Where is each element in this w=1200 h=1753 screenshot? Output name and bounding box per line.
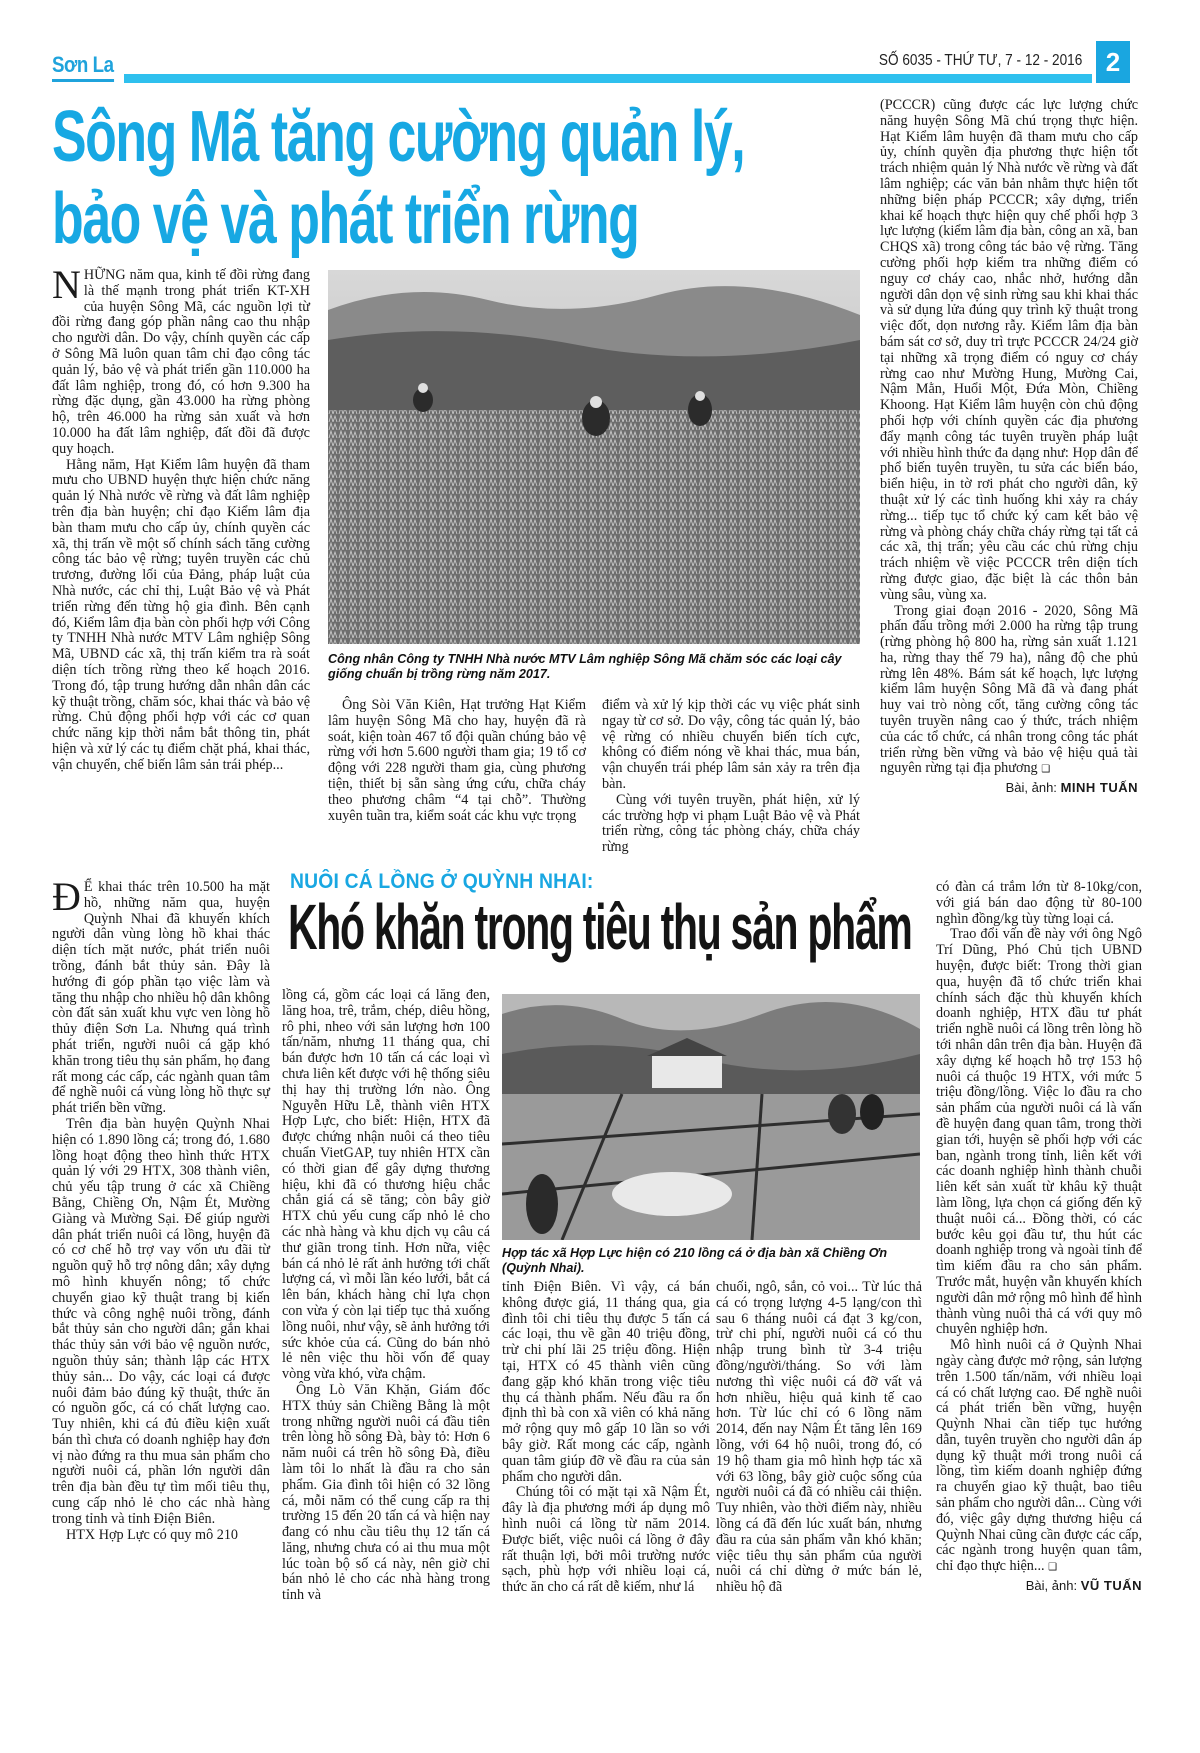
article2-paragraph: HTX Hợp Lực có quy mô 210 (66, 1526, 239, 1543)
dropcap: N (52, 262, 81, 307)
article2-column-5 (936, 880, 1142, 1594)
article1-title-line2: bảo vệ và phát triển rừng (52, 179, 639, 259)
article2-paragraph: Trên địa bàn huyện Quỳnh Nhai hiện có 1.890 lồng cá; trong đó, 1.680 lồng hoạt động theo hình thức HTX quản lý với 29 HTX, 308 thành viên, chủ yếu tập trung ở các xã Chiềng Bằng, Chiềng Ơn, Nậm Ét, Mường Giàng và Mường Sại. Để giúp người dân phát triển nuôi cá lồng, huyện đã có cơ chế hỗ trợ vay vốn ưu đãi từ nguồn quỹ hỗ trợ nông dân; xây dựng mô hình khuyến nông; tổ chức chuyển giao kỹ thuật trang bị kiến thức và công nghệ nuôi trồng, đánh bắt thủy sản cho người dân; gắn khai thác thủy sản với bảo vệ nguồn nước, nguồn thủy sản; thành lập các HTX thủy sản... Do vậy, các loại cá được nuôi đảm bảo đúng kỹ thuật, thức ăn có nguồn gốc, cá có chất lượng cao. Tuy nhiên, khi cá đủ điều kiện xuất bán thì chưa có doanh nghiệp hay đơn vị nào đứng ra thu mua sản phẩm cho người nuôi cá, phần lớn người dân trên địa bàn đều tự tìm mối tiêu thụ, cung cấp nhỏ lẻ cho các nhà hàng trong tỉnh và tỉnh Điện Biên. (52, 1115, 270, 1527)
article2-author: VŨ TUẤN (1080, 1578, 1142, 1594)
article1-column-4 (880, 98, 1138, 796)
article2-column-1 (52, 874, 270, 1543)
article1-photo (328, 270, 860, 644)
article1-title-line1: Sông Mã tăng cường quản lý, (52, 97, 745, 177)
article1-author: MINH TUẤN (1060, 780, 1138, 796)
article1-column-2 (328, 698, 586, 824)
article1-lead-paragraph: NHỮNG năm qua, kinh tế đồi rừng đang là thế mạnh trong phát triển KT-XH của huyện Sông Mã, các nguồn lợi từ đồi rừng đang góp phần nâng cao thu nhập cho người dân. Do vậy, chính quyền các cấp ở Sông Mã luôn quan tâm chỉ đạo công tác quản lý, bảo vệ và phát triển gần 110.000 ha đất lâm nghiệp, trong đó, có hơn 9.300 ha rừng đặc dụng, gần 43.000 ha rừng phòng hộ, trên 46.000 ha rừng sản xuất và hơn 10.000 ha đất lâm nghiệp, đất đồi đã được quy hoạch. (52, 262, 310, 457)
article1-paragraph: điểm và xử lý kịp thời các vụ việc phát sinh ngay từ cơ sở. Do vậy, công tác quản lý, bảo vệ rừng có nhiều chuyển biến tích cực, không có điểm nóng về khai thác, mua bán, vận chuyển trái phép lâm sản xảy ra trên địa bàn. (602, 697, 860, 792)
article2-column-2 (282, 988, 490, 1604)
article2-paragraph: tỉnh Điện Biên. Vì vậy, cá bán không được giá, 11 tháng qua, gia đình tôi chi tiêu thụ được 5 tấn cá các loại, thu về gần 40 triệu đồng, trừ chi phí lãi 25 triệu đồng. Hiện tại, HTX có 45 thành viên cũng đang gặp khó khăn trong việc tiêu thụ cá thành phẩm. Nếu đầu ra ổn định thì bà con xã viên có khả năng mở rộng quy mô gấp 10 lần so với bây giờ. Rất mong các cấp, ngành quan tâm giúp đỡ về đầu ra của sản phẩm cho người dân. (502, 1279, 710, 1485)
article1-paragraph: Hằng năm, Hạt Kiểm lâm huyện đã tham mưu cho UBND huyện thực hiện chức năng quản lý Nhà nước về rừng và đất lâm nghiệp trên địa bàn huyện; chỉ đạo Kiểm lâm địa bàn tham mưu cho cấp ủy, chính quyền các xã, thị trấn về một số chính sách tăng cường công tác bảo vệ rừng; tuyên truyền các chủ trương, đường lối của Đảng, pháp luật của Nhà nước, các chỉ thị, Luật Bảo vệ và Phát triển rừng đến từng hộ gia đình. Bên cạnh đó, Kiểm lâm địa bàn còn phối hợp với Công ty TNHH Nhà nước MTV Lâm nghiệp Sông Mã, UBND các xã, thị trấn kiểm tra rà soát diện tích trồng rừng theo kế hoạch 2016. Trong đó, tập trung hướng dẫn nhân dân các kỹ thuật trồng, chăm sóc, khai thác và bảo vệ rừng. Chủ động phối hợp với các cơ quan chức năng kịp thời nắm bắt thông tin, phát hiện và xử lý các tụ điểm chặt phá, khai thác, vận chuyển, chế biến lâm sản trái phép... (52, 456, 310, 773)
fish-cage-photo (502, 994, 920, 1240)
seedling-nursery-photo (328, 270, 860, 644)
article2-paragraph: chuối, ngô, sắn, cỏ voi... Từ lúc thả cá có trọng lượng 4-5 lạng/con thì sau 6 tháng nuôi cá đạt 3 kg/con, trừ chi phí, người nuôi cá có thu nhập trung bình từ 3-4 triệu đồng/người/tháng. So với làm nương thì việc nuôi cá đỡ vất vả hơn nhiều, hiệu quả kinh tế cao hơn. Từ lúc chỉ có 6 lồng năm 2014, đến nay Nậm Ét tăng lên 169 lồng, với 64 hộ nuôi, trong đó, có 19 hộ tham gia mô hình hợp tác xã với 63 lồng, bây giờ cuộc sống của người nuôi cá đã có nhiều cải thiện. Tuy nhiên, vào thời điểm này, nhiều lồng cá đã đến lúc xuất bán, nhưng đầu ra của sản phẩm vẫn khó khăn; việc tiêu thụ sản phẩm của người nuôi cá chỉ dừng ở mức bán lẻ, nhiều hộ đã (716, 1279, 922, 1596)
article2-byline: Bài, ảnh: VŨ TUẤN (1025, 1578, 1142, 1594)
article1-paragraph: Cùng với tuyên truyền, phát hiện, xử lý các trường hợp vi phạm Luật Bảo vệ và Phát triển rừng, công tác phòng cháy, chữa cháy rừng (602, 791, 860, 856)
article2-column-3 (502, 1280, 710, 1596)
end-mark-icon: ❑ (1041, 764, 1051, 776)
article2-paragraph: Ông Lò Văn Khặn, Giám đốc HTX thủy sản Chiềng Bằng là một trong những người nuôi cá đầu tiên trên lòng hồ sông Đà, bày tỏ: Hơn 6 năm nuôi cá trên hồ sông Đà, điều làm tôi lo nhất là đầu ra cho sản phẩm. Gia đình tôi hiện có 32 lồng cá, mỗi năm có thể cung cấp ra thị trường 15 đến 20 tấn cá và hiện nay đang có nhu cầu tiêu thụ 12 tấn cá lăng, nhưng chưa có ai thu mua một lúc toàn bộ số cá này, nên giờ chỉ bán nhỏ lẻ cho các nhà hàng trong tỉnh và (282, 1381, 490, 1604)
article2-paragraph: có đàn cá trắm lớn từ 8-10kg/con, với giá bán dao động từ 80-100 nghìn đồng/kg tùy từng loại cá. (936, 879, 1142, 927)
article1-photo-caption: Công nhân Công ty TNHH Nhà nước MTV Lâm nghiệp Sông Mã chăm sóc các loại cây giống chuẩn bị trồng rừng năm 2017. (328, 652, 842, 681)
article2-paragraph: lồng cá, gồm các loại cá lăng đen, lăng hoa, trê, trắm, chép, diêu hồng, rô phi, nheo với sản lượng hơn 100 tấn/năm, nhưng 11 tháng qua, chỉ bán được hơn 10 tấn cá các loại vì chưa liên kết được với hệ thống siêu thị hay thị trường lớn nào. Ông Nguyễn Hữu Lễ, thành viên HTX Hợp Lực, cho biết: Hiện, HTX đã được chứng nhận nuôi cá theo tiêu chuẩn VietGAP, tuy nhiên HTX cần có thời gian để gây dựng thương hiệu, khi đã có thương hiệu chắc chắn giá cá sẽ tăng; còn bây giờ HTX chủ yếu cung cấp nhỏ lẻ cho các nhà hàng và khu dịch vụ câu cá thư giãn trong tỉnh. Hơn nữa, việc bán cá nhỏ lẻ rất ảnh hưởng tới chất lượng cá, vì mỗi lần kéo lưới, bắt cá lên bán, khách hàng chỉ lựa chọn con vừa ý còn lại tiếp tục thả xuống lồng nuôi, như vậy, sẽ ảnh hưởng tới sức khỏe của cá. Cũng do bán nhỏ lẻ nên việc thu hồi vốn để quay vòng vừa khó, vừa chậm. (282, 987, 490, 1383)
masthead (52, 44, 1148, 88)
article1-paragraph: (PCCCR) cũng được các lực lượng chức năng huyện Sông Mã chú trọng thực hiện. Hạt Kiểm lâm huyện đã tham mưu cho cấp ủy, chính quyền địa phương thực hiện tốt trách nhiệm quản lý Nhà nước về rừng và đất lâm nghiệp; các văn bản nhằm thực hiện tốt những biện pháp PCCCR; xây dựng, triển khai kế hoạch thực hiện quy chế phối hợp 3 lực lượng (kiểm lâm địa bàn, công an xã, ban CHQS xã) trong công tác bảo vệ rừng. Tăng cường phối hợp kiểm tra những điểm có nguy cơ cháy cao, nhắc nhở, hướng dẫn người dân dọn vệ sinh rừng sau khi khai thác và sử dụng lửa đúng quy trình kỹ thuật trong việc đốt, dọn nương rẫy. Kiểm lâm địa bàn bám sát cơ sở, duy trì trực PCCCR 24/24 giờ tại những xã trọng điểm có nguy cơ cháy rừng cao như Mường Hung, Mường Cai, Nậm Mằn, Huổi Một, Đứa Mòn, Chiềng Khoong. Hạt Kiểm lâm huyện còn chủ động phối hợp với chính quyền các địa phương đẩy mạnh công tác tuyên truyền pháp luật với nhiều hình thức đa dạng như: Họp dân để phổ biến tuyên truyền, tu sửa các biển báo, biển hiệu, in tờ rơi phát cho người dân, kỹ thuật xử lý các tình huống khi xảy ra cháy rừng... tiếp tục tổ chức ký cam kết bảo vệ rừng và phòng cháy chữa cháy rừng tại tất cả các xã, thị trấn; yêu cầu các chủ rừng chịu trách nhiệm về việc PCCCR trên diện tích rừng được giao, đặc biệt là các thôn bản vùng sâu, vùng xa. (880, 97, 1138, 603)
article1-title (52, 96, 745, 260)
article2-paragraph: Trao đổi vấn đề này với ông Ngô Trí Dũng, Phó Chủ tịch UBND huyện, được biết: Trong thời gian qua, huyện đã tổ chức triển khai chính sách đặc thù khuyến khích doanh nghiệp, HTX đầu tư phát triển nghề nuôi cá lồng trên lòng hồ tới nhân dân trên địa bàn. Huyện đã xây dựng kế hoạch hỗ trợ 153 hộ nuôi cá thuộc 19 HTX, với mức 5 triệu đồng/lồng. Việc lo đầu ra cho sản phẩm của người nuôi cá là vấn đề huyện đang quan tâm, trong thời gian tới, huyện sẽ phối hợp với các ban, ngành trong tỉnh, liên kết với các doanh nghiệp hình thành chuỗi liên kết sản xuất từ khâu kỹ thuật làm lồng, lựa chọn cá giống đến kỹ thuật nuôi cá... Đồng thời, có các bước kêu gọi đầu tư, thu hút các doanh nghiệp trong và ngoài tỉnh để tìm kiếm đầu ra cho sản phẩm. Trước mắt, huyện vẫn khuyến khích người dân mở rộng mô hình để hình thành vùng nuôi thả cá với quy mô chuyên nghiệp hơn. (936, 926, 1142, 1338)
article1-paragraph: Trong giai đoạn 2016 - 2020, Sông Mã phấn đấu trồng mới 2.000 ha rừng tập trung (rừng phòng hộ 800 ha, rừng sản xuất 1.121 ha, rừng thay thế 79 ha), nâng độ che phủ rừng lên 48%. Bám sát kế hoạch, lực lượng kiểm lâm huyện Sông Mã đã và đang phát huy vai trò nòng cốt, tăng cường công tác tuyên truyền nâng cao ý thức, trách nhiệm của các tổ chức, cá nhân trong công tác phát triển rừng bền vững và bảo vệ hiệu quả tài nguyên rừng tại địa phương ❑ (880, 602, 1138, 777)
article1-paragraph: Ông Sòi Văn Kiên, Hạt trưởng Hạt Kiểm lâm huyện Sông Mã cho hay, huyện đã rà soát, kiện toàn 467 tổ đội quần chúng bảo vệ rừng với hơn 5.600 người tham gia; 19 tổ cơ động với 228 người tham gia, cùng phương tiện, thiết bị sẵn sàng ứng cứu, chữa cháy theo phương châm “4 tại chỗ”. Thường xuyên tuần tra, kiểm soát các khu vực trọng (328, 697, 586, 824)
article2-column-4 (716, 1280, 922, 1596)
article2-kicker: NUÔI CÁ LỒNG Ở QUỲNH NHAI: (290, 870, 594, 893)
article2-title: Khó khăn trong tiêu thụ sản phẩm (288, 891, 912, 963)
page-number: 2 (1096, 41, 1130, 83)
header-bar (124, 74, 1092, 83)
dropcap: Đ (52, 874, 81, 919)
article1-column-3 (602, 698, 860, 856)
issue-info: SỐ 6035 - THỨ TƯ, 7 - 12 - 2016 (878, 52, 1082, 69)
section-name: Sơn La (52, 52, 114, 82)
end-mark-icon: ❑ (1048, 1562, 1058, 1574)
article1-column-1 (52, 262, 310, 774)
article2-photo-caption: Hợp tác xã Hợp Lực hiện có 210 lồng cá ở địa bàn xã Chiềng Ơn (Quỳnh Nhai). (502, 1246, 888, 1275)
article1-byline: Bài, ảnh: MINH TUẤN (1005, 780, 1138, 796)
article2-paragraph: Mô hình nuôi cá ở Quỳnh Nhai ngày càng được mở rộng, sản lượng trên 1.500 tấn/năm, với nhiều loại cá có chất lượng cao. Để nghề nuôi cá phát triển bền vững, huyện Quỳnh Nhai cần tiếp tục hướng dẫn, tuyên truyền cho người dân áp dụng kỹ thuật mới trong nuôi cá lồng, tìm kiếm doanh nghiệp đứng ra chuyển giao kỹ thuật, bao tiêu sản phẩm cho người dân... Cùng với đó, việc gây dựng thương hiệu cá Quỳnh Nhai cũng cần được các cấp, các ngành trong huyện quan tâm, chỉ đạo thực hiện... ❑ (936, 1337, 1142, 1575)
article2-lead-paragraph: Đ Ể khai thác trên 10.500 ha mặt hồ, những năm qua, huyện Quỳnh Nhai đã khuyến khích người dân vùng lòng hồ khai thác diện tích mặt nước, phát triển nuôi trồng, đánh bắt thủy sản. Đây là hướng đi góp phần tạo việc làm và tăng thu nhập cho nhiều hộ dân không còn đất sản xuất khu vực ven lòng hồ thủy điện Sơn La. Nhưng quá trình phát triển, người nuôi cá gặp khó khăn trong tiêu thụ sản phẩm, họ đang rất mong các cấp, các ngành quan tâm để nghề nuôi cá vùng lòng hồ thực sự phát triển bền vững. (52, 874, 270, 1117)
article2-paragraph: Chúng tôi có mặt tại xã Nậm Ét, đây là địa phương mới áp dụng mô hình nuôi cá lồng từ năm 2014. Được biết, việc nuôi cá lồng ở đây rất thuận lợi, bởi môi trường nước sạch, phù hợp với nhiều loại cá, thức ăn cho cá rất dễ kiếm, như lá (502, 1484, 710, 1596)
article2-photo (502, 994, 920, 1240)
